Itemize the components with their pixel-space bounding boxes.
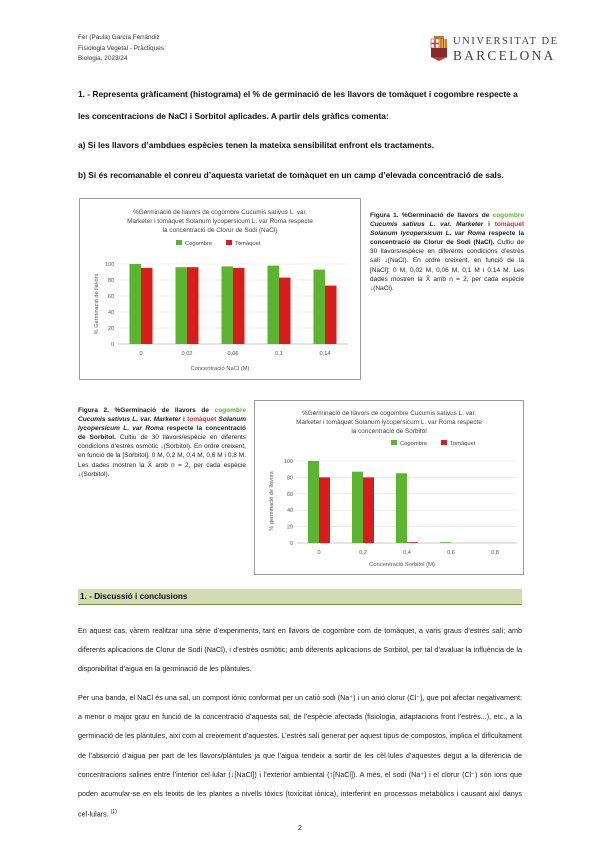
page-number: 2 — [298, 825, 302, 832]
chart-1-bar-cogombre-1 — [176, 267, 188, 344]
figure-2-caption — [78, 406, 246, 479]
paragraph-1: En aquest cas, vàrem realitzar una sèrie d’experiments, tant en llavors de cogombre com de tomàquet, a varis graus d’estrès salí; amb diferents aplicacions de Clorur de Sodi (NaCl), i d’estrès osmòtic; amb diferents aplicacions de Sorbitol, per tal d’avaluar la influència de la disponibilitat d’aigua en la germinació de les plàntules. — [78, 626, 522, 674]
chart-1-ytick-label: 80 — [108, 278, 114, 284]
chart-1-ytick-label: 40 — [108, 310, 114, 316]
paragraph-2-text: Per una banda, el NaCl és una sal, un compost iònic conformat per un catió sodi (Na⁺) i un anió clorur (Cl⁻), que pot afectar negativament; a menor o major grau en funció de la concentració d’aquesta sal, de l’espècie afectada (fisiologia, adaptacions front l’estrès...), etc., a la germinació de les plàntules, així com al creixement d’aquestes. L’estrès salí generat per aquest tipus de compostos, implica el dificultament de l’absorció d’aigua per part de les llavors/plàntules ja que l’aigua tendeix a sortir de les cèl·lules d’aquestes degut a la diferència de concentracions salines entre l’interior cel·lular (↓[NaCl]) i l’exterior ambiental (↑[NaCl]). A més, el sodi (Na⁺) i el clorur (Cl⁻) són ions que poden acumular-se en els teixits de les plantes a nivells tòxics (toxicitat iònica), interferint en processos metabòlics i causant així danys cel·lulars. — [78, 693, 522, 819]
chart-1-bar-tomquet-2 — [233, 268, 245, 344]
figure-2-caption-tomaquet: tomàquet — [187, 416, 217, 424]
figure-2-caption-part-4: Solanum lycopersicum L. var Roma — [78, 416, 246, 433]
chart-2-xtick-label: 0,8 — [491, 550, 499, 556]
university-logo — [430, 36, 562, 64]
university-crest-icon — [430, 36, 448, 62]
figure-1-caption-part-6: Cultiu de 30 llavors/espècie en diferents condicions d’estrès salí ↓(NaCl). En ordre creixent, en funció de la [NaCl]: 0 M, 0,02 M, 0,06 M, 0,1 M i 0,14 M. Les dades mostren la X̄ amb n = 2, per cada espècie ↓(NaCl). — [370, 239, 524, 292]
course-name: Fisiologia Vegetal - Pràctiques — [78, 44, 164, 52]
figure-1-caption — [370, 211, 524, 293]
chart-2-ytick-label: 40 — [287, 508, 293, 515]
chart-2-ylabel: % germinació de llavors — [269, 471, 275, 531]
paragraph-2-reference: (1) — [110, 809, 117, 816]
chart-1-ytick-label: 20 — [108, 326, 114, 332]
chart-1-legend-swatch-cogombre — [176, 240, 182, 245]
chart-2-bar-tomquet-1 — [363, 477, 374, 543]
chart-2-legend-swatch-tomaquet — [441, 440, 447, 445]
chart-2-xtick-label: 0,6 — [447, 550, 455, 556]
chart-2-bar-tomquet-0 — [319, 477, 330, 543]
chart-1-xtick-label: 0,02 — [181, 351, 193, 357]
chart-1-bar-tomquet-1 — [187, 267, 199, 344]
chart-1-xlabel: Concentració NaCl (M) — [190, 366, 250, 372]
chart-2-title-line-3: la concentració de Sorbitol — [351, 428, 427, 435]
chart-1-ytick-label: 100 — [105, 262, 114, 268]
chart-2-xtick-label: 0 — [317, 550, 321, 556]
chart-1-title-line-1: %Germinació de llavors de cogombre Cucumis sativus L. var. — [132, 209, 308, 216]
question-1-line-1: 1. - Representa gràficament (histograma) el % de germinació de les llavors de tomàquet i cogombre respecte a — [78, 89, 518, 99]
figure-1-caption-tomaquet: tomàquet — [494, 221, 525, 229]
figure-2-caption-cogombre: cogombre — [214, 407, 246, 414]
figure-2-caption-part-3: i — [180, 416, 188, 424]
figure-1-caption-part-2: Cucumis sativus L. var. Marketer — [370, 221, 484, 229]
chart-1-bar-tomquet-4 — [325, 286, 337, 344]
chart-2-xlabel: Concentració Sorbitol (M) — [369, 562, 435, 568]
figure-1-label: Figura 1. — [370, 212, 399, 219]
chart-1-title-line-2: Marketer i tomàquet Solanum lycopersicum L. var Roma respecte — [127, 218, 313, 225]
figure-2-caption-part-1: %Germinació de llavors de — [108, 407, 215, 414]
paragraph-2 — [78, 688, 522, 824]
chart-1-bar-tomquet-3 — [279, 278, 291, 344]
chart-1-xtick-label: 0 — [139, 351, 143, 357]
chart-2-frame — [254, 400, 524, 575]
question-a: a) Si les llavors d’ambdues espècies tenen la mateixa sensibilitat enfront els tractaments. — [78, 140, 435, 150]
chart-2-sorbitol — [255, 401, 523, 574]
figure-1-caption-part-4: Solanum lycopersicum L. var Roma — [370, 230, 486, 238]
chart-1-bar-cogombre-2 — [222, 266, 234, 344]
section-heading: 1. - Discussió i conclusions — [78, 589, 522, 605]
chart-1-title-line-3: la concentració de Clorur de Sodi (NaCl) — [162, 227, 278, 234]
chart-2-legend-swatch-cogombre — [391, 440, 397, 445]
chart-1-xtick-label: 0,14 — [319, 351, 331, 357]
chart-2-ytick-label: 100 — [284, 459, 293, 465]
figure-1-caption-part-5: respecte la concentració de Clorur de Sodi (NaCl). — [370, 230, 524, 247]
document-header-info — [78, 33, 164, 65]
chart-2-legend-cogombre: Cogombre — [400, 441, 428, 447]
chart-2-ytick-label: 60 — [287, 491, 293, 498]
chart-1-xtick-label: 0,1 — [275, 351, 283, 357]
chart-1-xtick-label: 0,06 — [227, 351, 239, 357]
question-b: b) Si és recomanable el conreu d’aquesta varietat de tomàquet en un camp d’elevada concentració de sals. — [78, 170, 504, 180]
chart-1-bar-tomquet-0 — [141, 268, 153, 344]
chart-2-legend-tomaquet: Tomàquet — [450, 441, 476, 447]
question-1-line-2: les concentracions de NaCl i Sorbitol aplicades. A partir dels gràfics comenta: — [78, 111, 389, 121]
chart-1-nacl — [80, 199, 360, 379]
chart-1-bar-cogombre-4 — [314, 270, 326, 344]
chart-2-xtick-label: 0,4 — [403, 550, 411, 556]
chart-1-frame — [79, 198, 361, 380]
chart-1-ytick-label: 0 — [111, 342, 114, 348]
figure-2-caption-part-5: respecte la concentració de Sorbitol. — [78, 425, 246, 442]
chart-2-bar-cogombre-2 — [396, 473, 407, 543]
chart-1-legend-swatch-tomaquet — [226, 240, 232, 245]
degree-year: Biologia, 2023/24 — [78, 55, 128, 63]
chart-2-bar-cogombre-1 — [352, 472, 363, 543]
chart-2-ytick-label: 0 — [290, 541, 293, 547]
chart-1-ylabel: % Germinació de llavors — [94, 273, 100, 335]
author-name: Fer (Paula) García Ferrándiz — [78, 34, 160, 41]
chart-1-legend-cogombre: Cogombre — [185, 241, 213, 247]
chart-2-bar-tomquet-2 — [407, 542, 418, 543]
figure-1-caption-part-1: %Germinació de llavors de — [398, 212, 493, 219]
figure-2-label: Figura 2. — [78, 407, 109, 414]
chart-2-title-line-1: %Germinació de llavors de cogombre Cucumis sativus L. var. — [301, 410, 477, 417]
chart-1-ytick-label: 60 — [108, 294, 114, 300]
logo-line-1: UNIVERSITAT DE — [453, 36, 559, 47]
chart-1-bar-cogombre-0 — [130, 264, 142, 344]
figure-2-caption-part-2: Cucumis sativus L. var. Marketer — [78, 416, 181, 424]
chart-2-xtick-label: 0,2 — [359, 550, 367, 556]
chart-1-legend-tomaquet: Tomàquet — [235, 241, 261, 247]
chart-2-ytick-label: 80 — [287, 475, 293, 482]
chart-2-bar-cogombre-3 — [440, 542, 451, 543]
chart-2-ytick-label: 20 — [287, 524, 293, 531]
figure-1-caption-part-3: i — [483, 221, 495, 229]
chart-1-bar-cogombre-3 — [268, 266, 280, 344]
chart-2-title-line-2: Marketer i tomàquet Solanum lycopersicum L. var Roma respecte — [296, 419, 482, 426]
chart-2-bar-cogombre-0 — [308, 461, 319, 543]
figure-1-caption-cogombre: cogombre — [492, 212, 525, 219]
logo-line-2: BARCELONA — [453, 48, 556, 63]
figure-2-caption-part-6: Cultiu de 30 llavors/espècie en diferents condicions d’estrès osmòtic ↓(Sorbitol). En ordre creixent, en funció de la [Sorbitol]: 0 M, 0,2 M, 0,4 M, 0,6 M i 0,8 M. Les dades mostren la X̄ amb n = 2, per cada espècie ↓(Sorbitol). — [78, 434, 246, 478]
